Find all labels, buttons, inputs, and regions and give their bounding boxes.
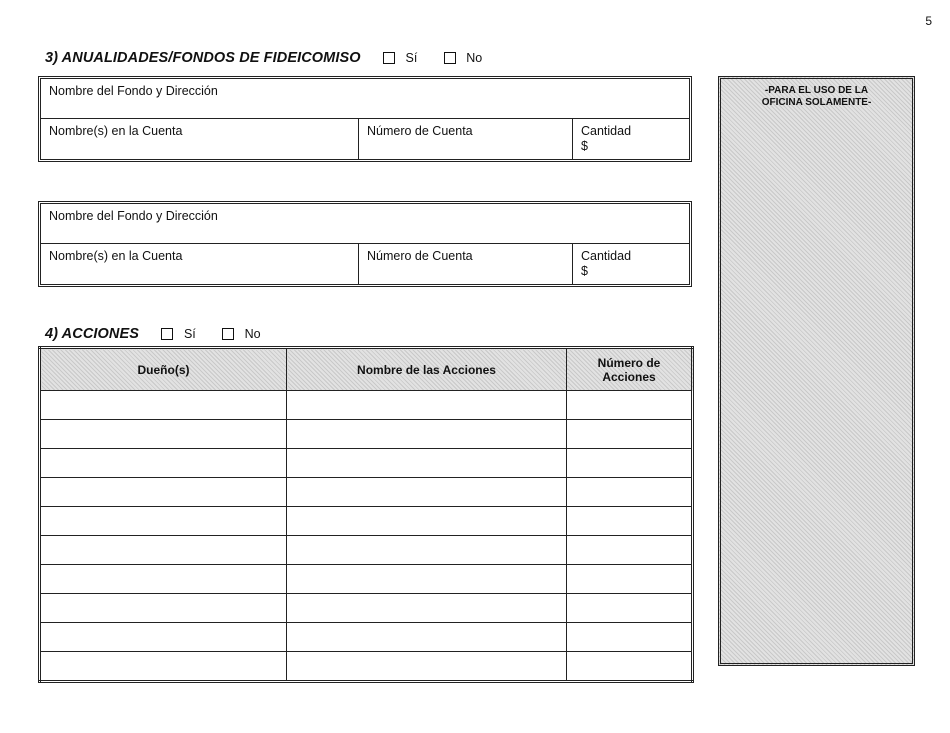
share-count-cell[interactable] xyxy=(567,536,693,565)
owners-cell[interactable] xyxy=(40,478,287,507)
account-number-label: Número de Cuenta xyxy=(367,124,473,138)
account-number-field[interactable] xyxy=(359,246,573,266)
section3-title: 3) ANUALIDADES/FONDOS DE FIDEICOMISO xyxy=(45,50,361,66)
fund-name-address-row[interactable] xyxy=(41,204,689,244)
account-names-field[interactable] xyxy=(41,246,359,266)
section3-heading xyxy=(45,49,482,67)
table-row xyxy=(40,478,693,507)
stock-name-cell[interactable] xyxy=(287,391,567,420)
office-use-label xyxy=(721,85,912,109)
owners-cell[interactable] xyxy=(40,594,287,623)
amount-label: Cantidad xyxy=(581,124,632,138)
owners-cell[interactable] xyxy=(40,449,287,478)
owners-cell[interactable] xyxy=(40,623,287,652)
table-row xyxy=(40,391,693,420)
stock-name-cell[interactable] xyxy=(287,507,567,536)
account-names-field[interactable] xyxy=(41,121,359,141)
account-number-label: Número de Cuenta xyxy=(367,249,473,263)
section3-no-label: No xyxy=(466,51,483,65)
section4-title: 4) ACCIONES xyxy=(45,326,140,342)
section4-no-checkbox[interactable] xyxy=(222,328,234,340)
stock-name-cell[interactable] xyxy=(287,652,567,682)
currency-symbol: $ xyxy=(581,264,588,278)
section4-yes-checkbox[interactable] xyxy=(161,328,173,340)
stocks-table-body xyxy=(40,391,693,682)
office-use-line2: OFICINA SOLAMENTE- xyxy=(761,97,872,108)
table-row xyxy=(40,449,693,478)
owners-header: Dueño(s) xyxy=(40,348,287,391)
owners-cell[interactable] xyxy=(40,652,287,682)
table-row xyxy=(40,594,693,623)
section4-no-label: No xyxy=(244,327,261,341)
table-row xyxy=(40,652,693,682)
share-count-cell[interactable] xyxy=(567,420,693,449)
table-row xyxy=(40,565,693,594)
stock-name-cell[interactable] xyxy=(287,565,567,594)
owners-cell[interactable] xyxy=(40,391,287,420)
stock-name-cell[interactable] xyxy=(287,594,567,623)
account-names-label: Nombre(s) en la Cuenta xyxy=(49,249,183,263)
stocks-table-header xyxy=(40,348,693,391)
stock-name-cell[interactable] xyxy=(287,536,567,565)
table-row xyxy=(40,623,693,652)
account-names-label: Nombre(s) en la Cuenta xyxy=(49,124,183,138)
fund-name-address-row[interactable] xyxy=(41,79,689,119)
section3-yes-checkbox[interactable] xyxy=(383,52,395,64)
amount-field[interactable] xyxy=(573,121,689,157)
share-count-cell[interactable] xyxy=(567,478,693,507)
share-count-cell[interactable] xyxy=(567,623,693,652)
owners-cell[interactable] xyxy=(40,536,287,565)
stocks-table xyxy=(38,346,694,683)
amount-label: Cantidad xyxy=(581,249,632,263)
share-count-cell[interactable] xyxy=(567,565,693,594)
section3-no-checkbox[interactable] xyxy=(444,52,456,64)
table-row xyxy=(40,420,693,449)
account-number-field[interactable] xyxy=(359,121,573,141)
table-row xyxy=(40,536,693,565)
stock-name-cell[interactable] xyxy=(287,478,567,507)
stock-name-header: Nombre de las Acciones xyxy=(287,348,567,391)
share-count-cell[interactable] xyxy=(567,449,693,478)
currency-symbol: $ xyxy=(581,139,588,153)
table-row xyxy=(40,507,693,536)
share-count-cell[interactable] xyxy=(567,507,693,536)
stock-name-cell[interactable] xyxy=(287,623,567,652)
owners-cell[interactable] xyxy=(40,565,287,594)
office-use-line1: -PARA EL USO DE LA xyxy=(764,85,869,96)
share-count-cell[interactable] xyxy=(567,594,693,623)
fund-block-1 xyxy=(38,76,692,162)
stock-name-cell[interactable] xyxy=(287,420,567,449)
owners-cell[interactable] xyxy=(40,507,287,536)
page-number: 5 xyxy=(925,14,932,28)
section4-heading xyxy=(45,325,261,343)
section4-yes-label: Sí xyxy=(183,327,196,341)
office-use-panel xyxy=(718,76,915,666)
fund-name-address-label: Nombre del Fondo y Dirección xyxy=(49,84,218,98)
fund-name-address-label: Nombre del Fondo y Dirección xyxy=(49,209,218,223)
share-count-cell[interactable] xyxy=(567,652,693,682)
stock-name-cell[interactable] xyxy=(287,449,567,478)
share-count-cell[interactable] xyxy=(567,391,693,420)
share-count-header: Número de Acciones xyxy=(567,348,693,391)
section3-yes-label: Sí xyxy=(405,51,418,65)
fund-block-2 xyxy=(38,201,692,287)
owners-cell[interactable] xyxy=(40,420,287,449)
amount-field[interactable] xyxy=(573,246,689,282)
